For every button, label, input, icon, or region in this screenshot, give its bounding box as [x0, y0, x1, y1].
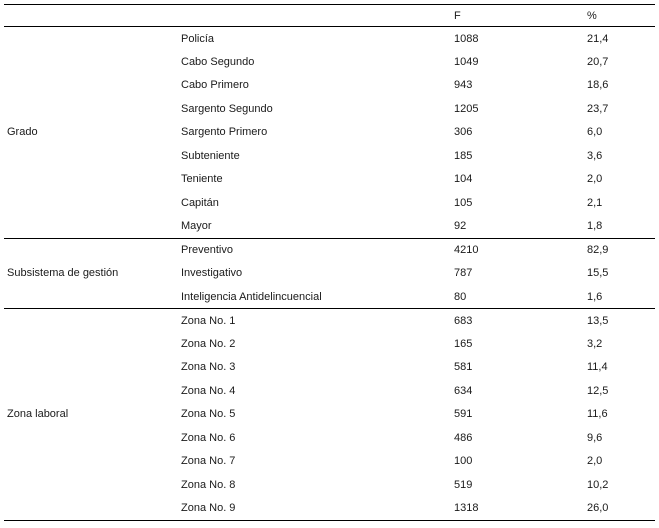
frequency-cell: 943 [454, 79, 473, 92]
table-group [4, 27, 655, 239]
frequency-cell: 306 [454, 126, 473, 139]
category-cell: Capitán [181, 196, 219, 209]
header-frequency-cell: F [450, 5, 583, 27]
frequency-table [4, 4, 655, 521]
category-cell: Teniente [181, 173, 223, 186]
frequency-cell: 92 [454, 220, 467, 232]
category-cell: Sargento Primero [181, 126, 268, 139]
frequency-cell: 165 [454, 337, 473, 350]
category-cell: Sargento Segundo [181, 102, 273, 115]
group-label: Zona laboral [7, 408, 69, 421]
category-cell: Zona No. 1 [181, 314, 236, 327]
percent-cell: 1,6 [587, 290, 603, 303]
category-cell: Investigativo [181, 267, 243, 280]
percent-cell: 3,2 [587, 337, 603, 350]
percent-cell: 18,6 [587, 79, 609, 92]
category-cell: Zona No. 4 [181, 384, 236, 397]
percent-cell: 3,6 [587, 149, 603, 162]
frequency-cell: 591 [454, 408, 473, 421]
table-row [4, 27, 655, 51]
frequency-cell: 634 [454, 384, 473, 397]
percent-cell: 82,9 [587, 244, 609, 256]
category-cell: Zona No. 3 [181, 361, 236, 374]
percent-cell: 26,0 [587, 502, 609, 514]
percent-cell: 13,5 [587, 314, 609, 327]
table-header [4, 5, 655, 27]
percent-cell: 20,7 [587, 55, 609, 68]
frequency-cell: 185 [454, 149, 473, 162]
category-cell: Cabo Primero [181, 79, 249, 92]
frequency-cell: 4210 [454, 244, 479, 256]
frequency-cell: 80 [454, 290, 467, 303]
header-row [4, 5, 655, 27]
frequency-cell: 1318 [454, 502, 479, 514]
category-cell: Zona No. 6 [181, 431, 236, 444]
header-percent-cell: % [583, 5, 655, 27]
frequency-cell: 683 [454, 314, 473, 327]
category-cell: Cabo Segundo [181, 55, 255, 68]
percent-cell: 1,8 [587, 220, 603, 232]
category-cell: Preventivo [181, 244, 233, 256]
frequency-cell: 1088 [454, 32, 479, 45]
percent-cell: 2,0 [587, 173, 603, 186]
header-category-cell [177, 5, 450, 27]
percent-cell: 2,1 [587, 196, 603, 209]
category-cell: Subteniente [181, 149, 240, 162]
frequency-cell: 100 [454, 455, 473, 468]
frequency-cell: 787 [454, 267, 473, 280]
frequency-cell: 104 [454, 173, 473, 186]
table-group [4, 309, 655, 521]
percent-cell: 6,0 [587, 126, 603, 139]
table-group [4, 238, 655, 309]
category-cell: Mayor [181, 220, 212, 232]
table-row [4, 309, 655, 333]
category-cell: Zona No. 9 [181, 502, 236, 514]
frequency-cell: 519 [454, 478, 473, 491]
percent-cell: 11,6 [587, 408, 608, 421]
percent-cell: 12,5 [587, 384, 609, 397]
category-cell: Inteligencia Antidelincuencial [181, 290, 322, 303]
percent-cell: 10,2 [587, 478, 609, 491]
category-cell: Zona No. 8 [181, 478, 236, 491]
frequency-cell: 1205 [454, 102, 479, 115]
category-cell: Zona No. 5 [181, 408, 236, 421]
category-cell: Zona No. 7 [181, 455, 236, 468]
percent-cell: 11,4 [587, 361, 608, 374]
header-group-cell [4, 5, 177, 27]
percent-cell: 23,7 [587, 102, 609, 115]
group-label: Grado [7, 126, 38, 139]
category-cell: Zona No. 2 [181, 337, 236, 350]
category-cell: Policía [181, 32, 215, 45]
percent-cell: 9,6 [587, 431, 603, 444]
frequency-cell: 1049 [454, 55, 479, 68]
percent-cell: 15,5 [587, 267, 609, 280]
frequency-cell: 581 [454, 361, 473, 374]
percent-cell: 2,0 [587, 455, 603, 468]
frequency-cell: 486 [454, 431, 473, 444]
table-row [4, 238, 655, 262]
group-label: Subsistema de gestión [7, 267, 119, 280]
frequency-cell: 105 [454, 196, 473, 209]
percent-cell: 21,4 [587, 32, 609, 45]
